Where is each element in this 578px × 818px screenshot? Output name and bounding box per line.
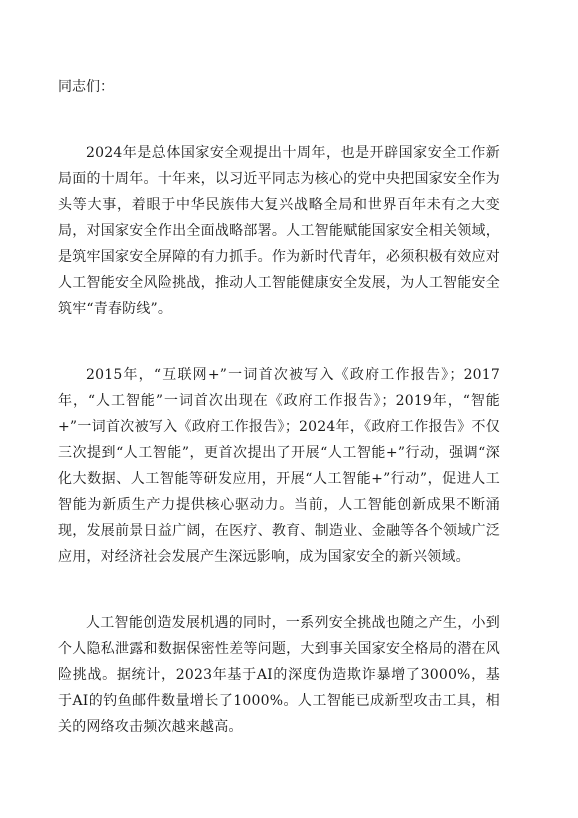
paragraph-1: 2024年是总体国家安全观提出十周年，也是开辟国家安全工作新局面的十周年。十年来，以习近平同志为核心的党中央把国家安全作为头等大事，着眼于中华民族伟大复兴战略全局和世界百年未有之大变局，对国家安全作出全面战略部署。人工智能赋能国家安全相关领域，是筑牢国家安全屏障的有力抓手。作为新时代青年，必须积极有效应对人工智能安全风险挑战，推动人工智能健康安全发展，为人工智能安全筑牢“青春防线”。 (58, 145, 500, 317)
salutation: 同志们： (58, 79, 114, 95)
paragraph-3: 人工智能创造发展机遇的同时，一系列安全挑战也随之产生，小到个人隐私泄露和数据保密性差等问题，大到事关国家安全格局的潜在风险挑战。据统计，2023年基于AI的深度伪造欺诈暴增了3000%，基于AI的钓鱼邮件数量增长了1000%。人工智能已成新型攻击工具，相关的网络攻击频次越来越高。 (58, 615, 500, 735)
paragraph-2: 2015年，“互联网+”一词首次被写入《政府工作报告》；2017年，“人工智能”一词首次出现在《政府工作报告》；2019年，“智能+”一词首次被写入《政府工作报告》；2024年，《政府工作报告》不仅三次提到“人工智能”，更首次提出了开展“人工智能+”行动，强调“深化大数据、人工智能等研发应用，开展“人工智能+”行动”，促进人工智能为新质生产力提供核心驱动力。当前，人工智能创新成果不断涌现，发展前景日益广阔，在医疗、教育、制造业、金融等各个领域广泛应用，对经济社会发展产生深远影响，成为国家安全的新兴领域。 (58, 367, 500, 565)
